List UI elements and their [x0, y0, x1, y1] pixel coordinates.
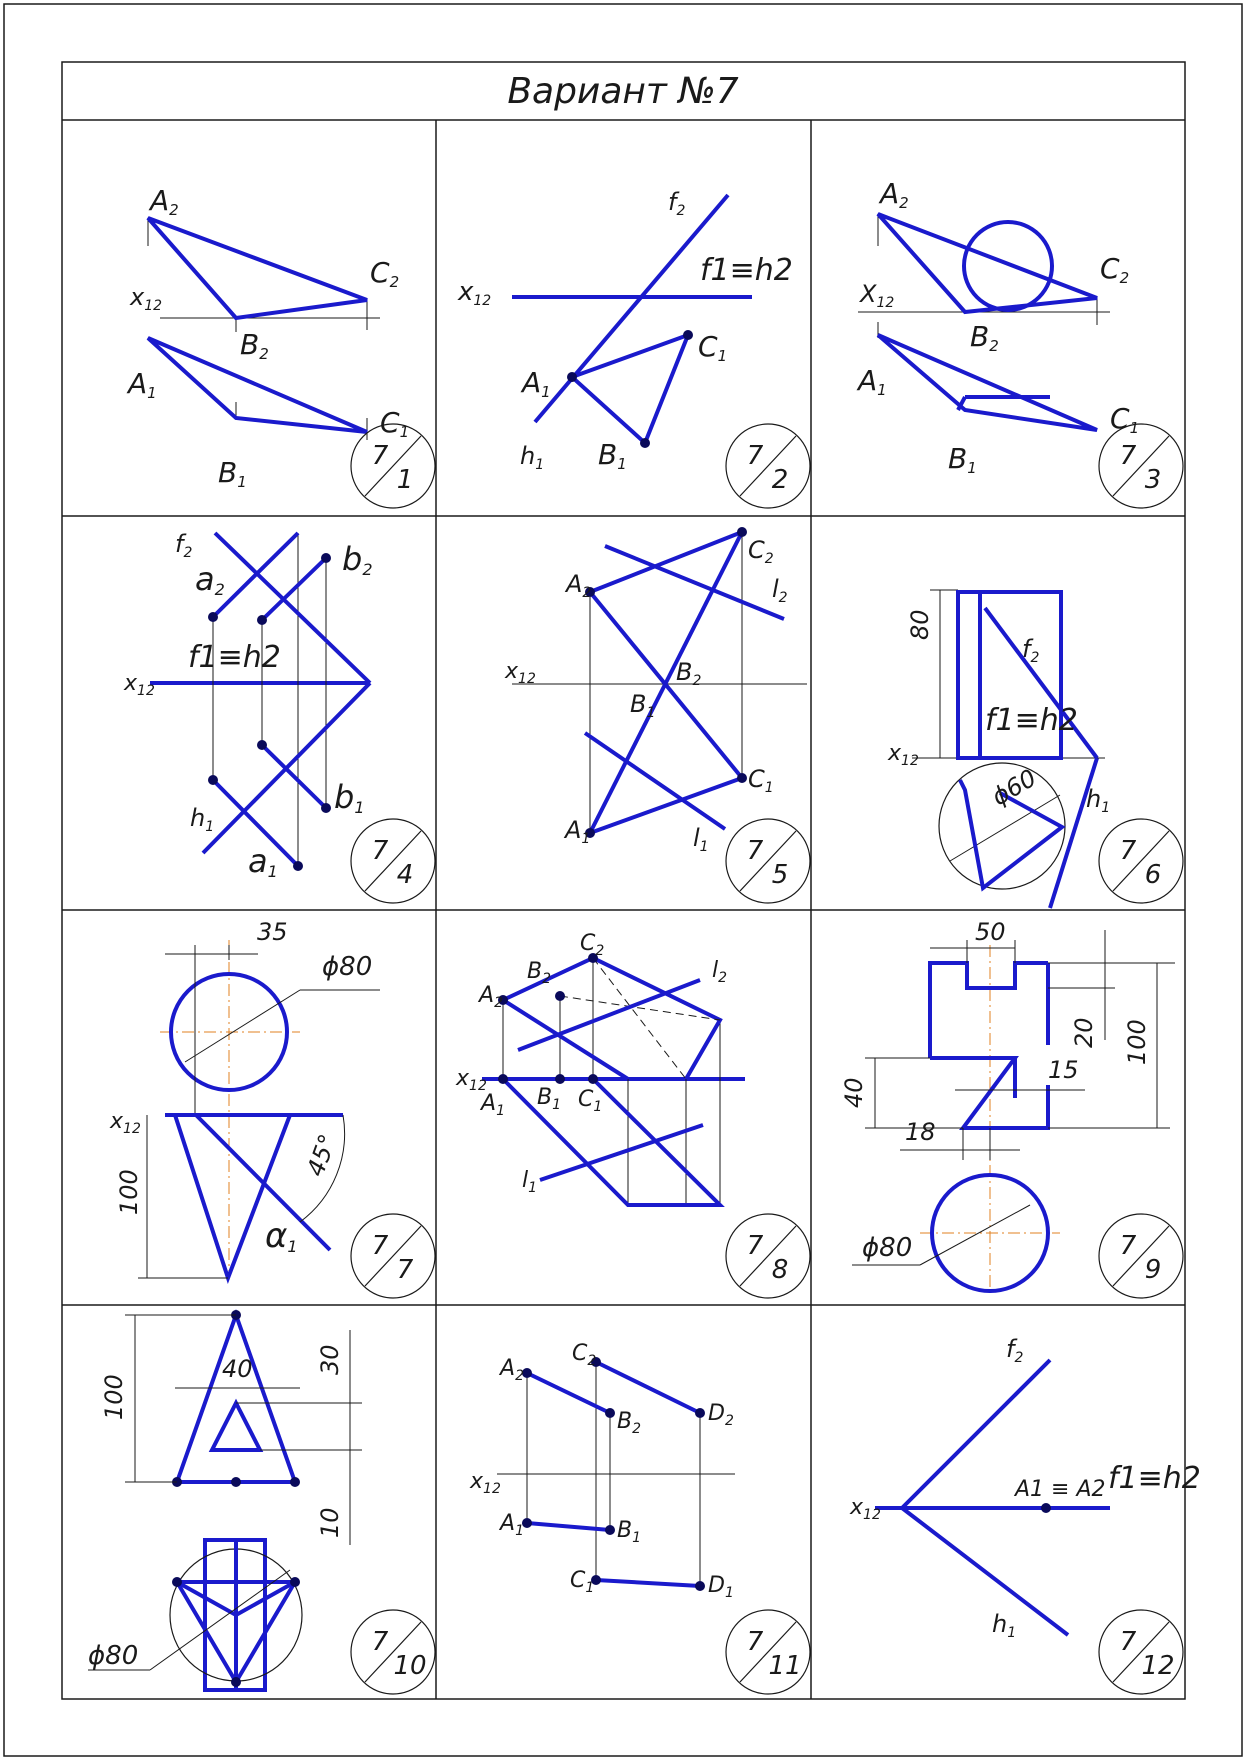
- label-B1: B1: [948, 442, 977, 477]
- task-cell-3: [856, 177, 1183, 508]
- label-B1: B1: [598, 438, 627, 473]
- line-AC2: [590, 532, 742, 592]
- label-40: 40: [840, 1077, 868, 1108]
- label-A1: A1: [858, 364, 887, 399]
- variant-number: 7: [746, 1627, 764, 1657]
- label-phi60: ϕ60: [987, 763, 1042, 812]
- variant-number: 7: [1119, 1231, 1137, 1261]
- label-x12: $x_{12}$: [130, 283, 163, 314]
- label-C1: C1: [698, 330, 728, 365]
- point: [321, 553, 331, 563]
- task-cell-8: [455, 931, 810, 1298]
- label-f2: $f_2$: [1006, 1335, 1024, 1366]
- label-B2: B2: [240, 328, 269, 363]
- point: [290, 1477, 300, 1487]
- variant-badge: [351, 1214, 435, 1298]
- point: [257, 615, 267, 625]
- variant-number: 7: [1119, 1627, 1137, 1657]
- label-f2: $f_2$: [175, 530, 193, 561]
- task-cell-12: [849, 1335, 1201, 1694]
- variant-badge: [1099, 819, 1183, 903]
- task-cell-11: [469, 1341, 810, 1694]
- label-100: 100: [1123, 1019, 1151, 1065]
- label-50: 50: [975, 918, 1006, 946]
- label-phi80: ϕ80: [862, 1233, 913, 1263]
- task-number: 12: [1141, 1651, 1175, 1681]
- task-number: 9: [1144, 1255, 1162, 1285]
- label-f1h2: f1≡h2: [700, 253, 793, 288]
- point: [293, 861, 303, 871]
- label-h1: $h_1$: [190, 804, 215, 835]
- label-B1: $B_1$: [537, 1085, 562, 1113]
- label-45deg: 45°: [301, 1130, 343, 1181]
- label-f1h2: f1≡h2: [1108, 1461, 1201, 1496]
- point-C1: [683, 330, 693, 340]
- label-x12: $x_{12}$: [124, 671, 155, 699]
- variant-number: 7: [371, 1627, 389, 1657]
- point: [498, 1074, 508, 1084]
- label-a2: a2: [195, 560, 225, 599]
- task-cell-5: [504, 527, 810, 903]
- variant-number: 7: [1119, 441, 1137, 471]
- label-B2: $B_2$: [676, 658, 702, 689]
- point-B1: [640, 438, 650, 448]
- point: [231, 1477, 241, 1487]
- segment-CD2: [596, 1362, 700, 1413]
- task-number: 8: [771, 1255, 789, 1285]
- label-C2: $C_2$: [748, 536, 774, 567]
- label-C2: C2: [1100, 252, 1130, 287]
- label-x12: $x_{12}$: [110, 1109, 141, 1137]
- label-B1: $B_1$: [617, 1518, 642, 1546]
- label-A1: $A_1$: [500, 1511, 524, 1539]
- label-D1: $D_1$: [708, 1573, 734, 1601]
- task-cell-7: [109, 918, 435, 1298]
- point: [257, 740, 267, 750]
- label-l1: $l_1$: [693, 824, 709, 855]
- point: [208, 775, 218, 785]
- label-100: 100: [100, 1374, 128, 1420]
- label-40: 40: [222, 1355, 253, 1383]
- part-zigzag: [930, 1058, 1048, 1128]
- label-x12: $x_{12}$: [505, 659, 536, 687]
- part-outline: [930, 963, 1048, 1058]
- label-18: 18: [905, 1118, 936, 1146]
- label-C2: $C_2$: [572, 1341, 597, 1369]
- label-alpha1: α1: [265, 1216, 298, 1256]
- label-l2: $l_2$: [712, 958, 728, 986]
- label-C2: $C_2$: [580, 931, 605, 959]
- label-A2: A2: [150, 184, 179, 219]
- variant-badge: [726, 819, 810, 903]
- label-15: 15: [1048, 1056, 1079, 1084]
- label-b2: b2: [342, 540, 373, 579]
- point: [208, 612, 218, 622]
- point: [555, 991, 565, 1001]
- label-B2: $B_2$: [617, 1409, 642, 1437]
- point: [321, 803, 331, 813]
- task-number: 2: [771, 465, 789, 495]
- task-cell-1: [126, 184, 435, 508]
- task-cell-4: [123, 530, 435, 903]
- label-10: 10: [316, 1507, 344, 1538]
- label-A2: A2: [880, 177, 909, 212]
- variant-badge: [351, 1610, 435, 1694]
- variant-badge: [726, 1610, 810, 1694]
- label-20: 20: [1070, 1017, 1098, 1048]
- label-B2: B2: [970, 320, 999, 355]
- label-x12: $x_{12}$: [850, 1495, 881, 1523]
- label-A2: $A_2$: [500, 1356, 524, 1384]
- point-A1: [567, 372, 577, 382]
- label-h1: $h_1$: [992, 1610, 1017, 1641]
- label-A2: $A_2$: [566, 570, 592, 601]
- outer-triangle: [177, 1315, 295, 1482]
- variant-number: 7: [746, 441, 764, 471]
- point: [695, 1581, 705, 1591]
- point-C2: [737, 527, 747, 537]
- label-35: 35: [257, 918, 288, 946]
- label-D2: $D_2$: [708, 1401, 734, 1429]
- segment-AB1: [527, 1523, 610, 1530]
- label-f2: $f_2$: [1022, 635, 1040, 666]
- label-C1: $C_1$: [570, 1568, 595, 1596]
- triangle-ABC: [572, 335, 688, 443]
- label-A1: $A_1$: [481, 1091, 505, 1119]
- segment-CD1: [596, 1580, 700, 1586]
- task-number: 11: [768, 1651, 802, 1681]
- hidden-edge: [593, 958, 686, 1079]
- task-cell-9: [840, 918, 1183, 1298]
- task-cell-6: [887, 590, 1183, 908]
- variant-badge: [1099, 1214, 1183, 1298]
- point: [555, 1074, 565, 1084]
- task-number: 5: [771, 860, 789, 890]
- variant-badge: [1099, 424, 1183, 508]
- inner-triangle: [212, 1403, 260, 1450]
- label-phi80: ϕ80: [88, 1641, 139, 1671]
- label-x12: $x_{12}$: [470, 1469, 501, 1497]
- label-b1: b1: [334, 778, 365, 817]
- label-l2: $l_2$: [772, 575, 788, 606]
- label-a1: a1: [248, 842, 278, 881]
- label-phi80: ϕ80: [322, 952, 373, 982]
- task-number: 4: [396, 860, 414, 890]
- task-number: 10: [393, 1651, 427, 1681]
- label-h1: $h_1$: [1086, 785, 1111, 816]
- variant-number: 7: [746, 1231, 764, 1261]
- variant-badge: [726, 1214, 810, 1298]
- label-80: 80: [906, 609, 934, 640]
- variant-number: 7: [371, 441, 389, 471]
- point: [290, 1577, 300, 1587]
- label-B2: $B_2$: [527, 959, 552, 987]
- label-C1: C1: [1110, 402, 1140, 437]
- point-C1: [737, 773, 747, 783]
- label-A1: A1: [522, 366, 551, 401]
- variant-number: 7: [1119, 836, 1137, 866]
- label-x12: $x_{12}$: [888, 741, 919, 769]
- label-C1: $C_1$: [748, 765, 774, 796]
- variant-number: 7: [371, 1231, 389, 1261]
- point-A1A2: [1041, 1503, 1051, 1513]
- task-cell-10: [88, 1310, 435, 1694]
- label-h1: $h_1$: [520, 442, 545, 473]
- label-A2: $A_2$: [479, 983, 503, 1011]
- label-f1h2: f1≡h2: [985, 703, 1078, 738]
- task-number: 7: [396, 1255, 414, 1285]
- label-A1: $A_1$: [565, 816, 591, 847]
- point: [172, 1577, 182, 1587]
- line-l1: [585, 733, 725, 829]
- line-l1: [540, 1125, 703, 1180]
- label-x12: x12: [458, 277, 492, 309]
- label-A1: A1: [128, 367, 157, 402]
- line-f2-h1: [535, 195, 728, 422]
- task-number: 6: [1144, 860, 1162, 890]
- task-cell-2: [457, 188, 810, 508]
- label-X12: $X_{12}$: [860, 280, 895, 311]
- point: [605, 1408, 615, 1418]
- page-title: Вариант №7: [507, 71, 739, 112]
- variant-number: 7: [746, 836, 764, 866]
- variant-badge: [1099, 1610, 1183, 1694]
- label-C2: C2: [370, 256, 400, 291]
- line-l2: [518, 980, 700, 1050]
- label-f2: $f_2$: [668, 188, 686, 219]
- line-h1: [902, 1508, 1068, 1635]
- task-number: 3: [1144, 465, 1162, 495]
- plane-alpha1: [196, 1115, 330, 1250]
- label-B1: $B_1$: [630, 690, 656, 721]
- variant-number: 7: [371, 836, 389, 866]
- variant-badge: [351, 819, 435, 903]
- point: [695, 1408, 705, 1418]
- label-B1: B1: [218, 456, 247, 491]
- label-f1h2: f1≡h2: [188, 640, 281, 675]
- point: [588, 1074, 598, 1084]
- variant-badge: [726, 424, 810, 508]
- label-x12: $x_{12}$: [456, 1066, 487, 1094]
- line-b1: [262, 745, 326, 808]
- label-30: 30: [316, 1344, 344, 1375]
- point: [605, 1525, 615, 1535]
- label-C1: C1: [380, 406, 410, 441]
- segment-AB2: [527, 1373, 610, 1413]
- plane-frontal-edge: [503, 1000, 628, 1079]
- point: [231, 1677, 241, 1687]
- label-A1A2: A1 ≡ A2: [1015, 1477, 1106, 1502]
- label-100: 100: [115, 1169, 143, 1215]
- label-l1: $l_1$: [522, 1168, 538, 1196]
- triangle-frontal-projection: [148, 218, 367, 318]
- task-number: 1: [396, 465, 414, 495]
- label-C1: $C_1$: [578, 1087, 603, 1115]
